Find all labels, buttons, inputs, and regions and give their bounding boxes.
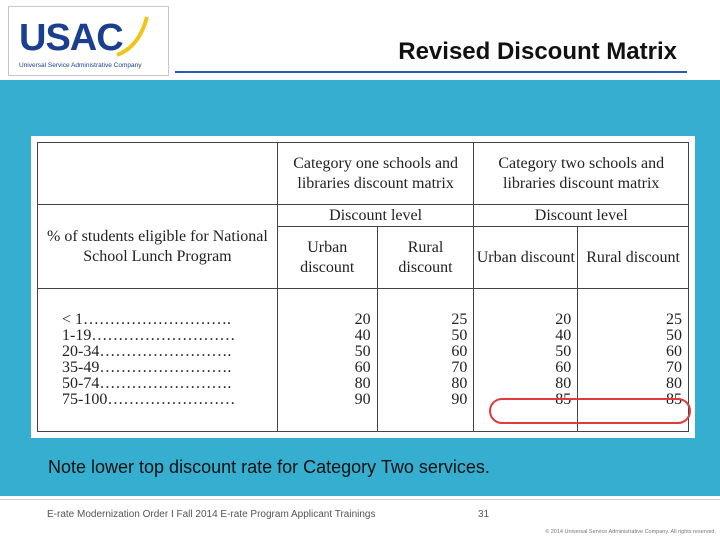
highlight-oval [489,398,691,424]
slide-body [0,80,720,496]
cat2-discount-level: Discount level [474,205,689,227]
cat1-urban-values [277,289,377,432]
band-label: 50-74……………………. [62,375,232,392]
cat2-urban-header: Urban discount [474,227,578,289]
discount-matrix-figure [31,136,695,438]
discount-value: 40 [354,327,371,344]
band-labels-column [38,289,278,432]
discount-value: 50 [354,343,371,360]
slide-header [0,0,720,80]
footer-divider [0,499,720,500]
discount-matrix-table [37,142,689,432]
cat1-rural-values [377,289,474,432]
discount-value: 20 [354,311,371,328]
copyright-text: © 2014 Universal Service Administrative Company. All rights reserved. [545,529,716,535]
discount-value: 60 [451,343,468,360]
discount-value: 85 [555,391,572,408]
slide-footer [0,496,720,540]
discount-value: 80 [555,375,572,392]
cat1-urban-header: Urban discount [277,227,377,289]
band-label: 1-19……………………… [62,327,236,344]
category-two-header: Category two schools and libraries discount matrix [474,143,689,205]
discount-value: 20 [555,311,572,328]
band-label: 35-49……………………. [62,359,232,376]
note-text: Note lower top discount rate for Category Two services. [48,457,490,477]
discount-value: 60 [555,359,572,376]
discount-value: 50 [666,327,682,344]
discount-value: 80 [354,375,371,392]
discount-value: 25 [451,311,468,328]
logo-tagline: Universal Service Administrative Company [19,62,142,69]
band-label: < 1………………………. [62,311,232,328]
usac-logo [8,6,169,76]
page-number: 31 [478,509,490,520]
cat1-rural-header: Rural discount [377,227,474,289]
discount-value: 60 [354,359,371,376]
blank-corner-cell [38,143,278,205]
cat2-rural-header: Rural discount [578,227,689,289]
discount-value: 50 [451,327,468,344]
discount-value: 85 [666,391,682,408]
discount-value: 60 [666,343,682,360]
slide-title: Revised Discount Matrix [398,38,677,65]
discount-value: 50 [555,343,572,360]
band-label: 75-100…………………… [62,391,236,408]
discount-value: 90 [354,391,371,408]
discount-value: 80 [666,375,682,392]
title-underline [175,71,687,73]
discount-value: 40 [555,327,572,344]
discount-value: 80 [451,375,468,392]
band-label: 20-34……………………. [62,343,232,360]
category-one-header: Category one schools and libraries discount matrix [277,143,474,205]
discount-value: 70 [666,359,682,376]
row-header-cell: % of students eligible for National School Lunch Program [38,205,278,289]
cat1-discount-level: Discount level [277,205,474,227]
discount-value: 70 [451,359,468,376]
discount-value: 25 [666,311,682,328]
logo-wordmark: USAC [19,17,123,59]
discount-value: 90 [451,391,468,408]
footer-text: E-rate Modernization Order I Fall 2014 E-rate Program Applicant Trainings [47,509,376,520]
